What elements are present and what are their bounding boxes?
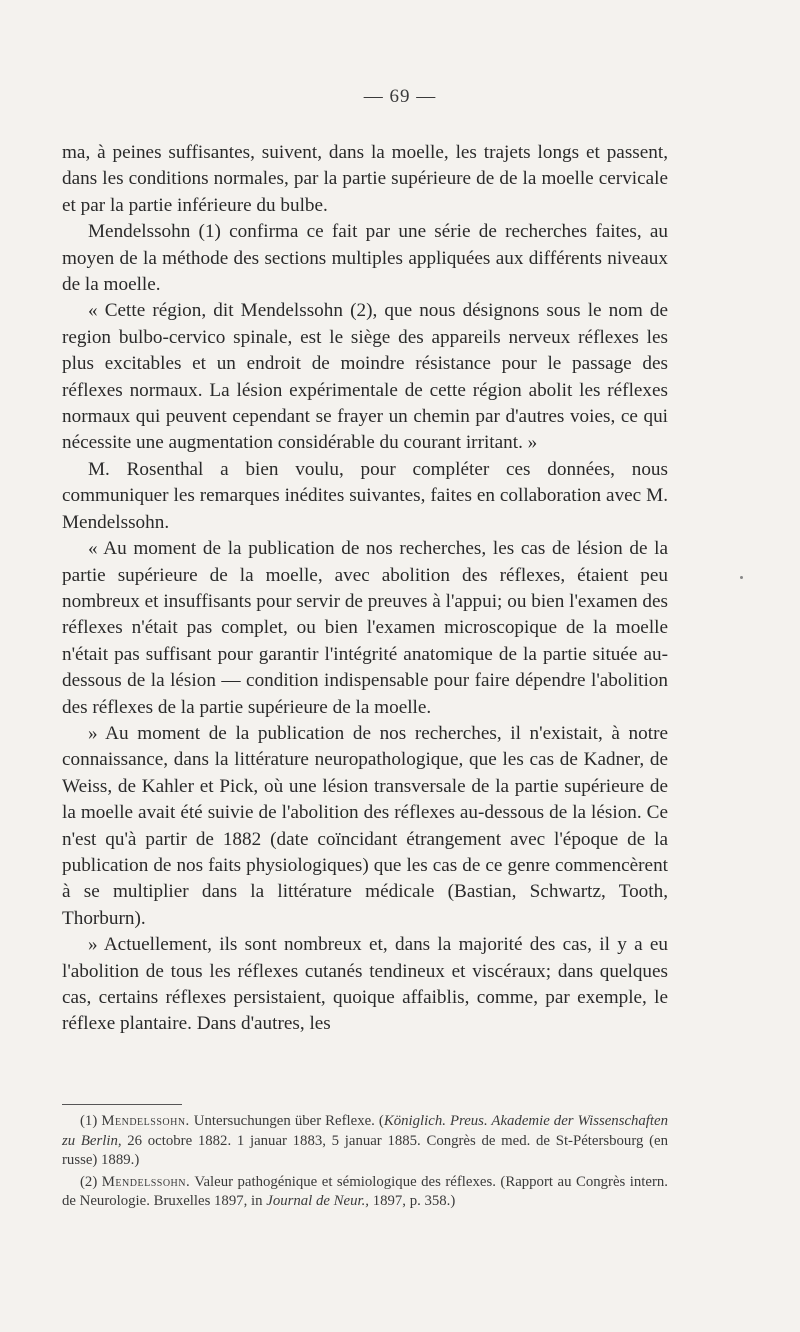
body-text	[62, 140, 668, 1038]
page-number: — 69 —	[363, 86, 437, 107]
footnote-author: Mendelssohn.	[101, 1173, 191, 1190]
footnote	[62, 1112, 668, 1171]
footnote-text: Valeur pathogénique et sémiologique des réflexes. (Rapport au Congrès intern. de Neurologie. Bruxelles 1897, in	[62, 1173, 668, 1209]
paragraph: » Actuellement, ils sont nombreux et, dans la majorité des cas, il y a eu l'abolition de tous les réflexes cutanés tendineux et viscéraux; dans quelques cas, certains réflexes persistaient, quoique affaiblis, comme, par exemple, le réflexe plantaire. Dans d'autres, les	[62, 934, 668, 1035]
paragraph: M. Rosenthal a bien voulu, pour compléter ces données, nous communiquer les remarques inédites suivantes, faites en collaboration avec M. Mendelssohn.	[62, 458, 668, 533]
footnote-italic: Königlich. Preus. Akademie der Wissenschaften zu Berlin,	[62, 1113, 668, 1149]
footnote-text: Untersuchungen über Reflexe. (	[189, 1113, 384, 1129]
footnote-number: (2)	[80, 1173, 98, 1190]
footnote-number: (1)	[80, 1113, 98, 1129]
footnote-italic: Journal de Neur.,	[266, 1193, 369, 1209]
footnote-text: 26 octobre 1882. 1 januar 1883, 5 januar 1885. Congrès de med. de St-Pétersbourg (en russe) 1889.)	[62, 1132, 668, 1168]
paragraph: « Au moment de la publication de nos recherches, les cas de lésion de la partie supérieure de la moelle, avec abolition des réflexes, étaient peu nombreux et insuffisants pour servir de preuves à l'appui; ou bien l'examen des réflexes n'était pas complet, ou bien l'examen microscopique de la moelle n'était pas suffisant pour garantir l'intégrité anatomique de la partie située au-dessous de la lésion — condition indispensable pour faire dépendre l'abolition des réflexes de la partie supérieure de la moelle.	[62, 538, 668, 718]
margin-speck	[740, 576, 743, 579]
footnote-author: Mendelssohn.	[101, 1113, 190, 1129]
footnote	[62, 1173, 668, 1212]
footnotes	[62, 1112, 668, 1214]
paragraph: ma, à peines suffisantes, suivent, dans la moelle, les trajets longs et passent, dans les conditions normales, par la partie supérieure de de la moelle cervicale et par la partie inférieure du bulbe.	[62, 142, 668, 216]
footnote-rule	[62, 1104, 182, 1105]
paragraph: Mendelssohn (1) confirma ce fait par une série de recherches faites, au moyen de la méthode des sections multiples appliquées aux différents niveaux de la moelle.	[62, 221, 668, 296]
paragraph: « Cette région, dit Mendelssohn (2), que nous désignons sous le nom de region bulbo-cervico spinale, est le siège des appareils nerveux réflexes les plus excitables et un endroit de moindre résistance pour le passage des réflexes normaux. La lésion expérimentale de cette région abolit les réflexes normaux qui peuvent cependant se frayer un chemin par d'autres voies, ce qui nécessite une augmentation considérable du courant irritant. »	[62, 300, 668, 454]
footnote-text: 1897, p. 358.)	[369, 1193, 456, 1209]
paragraph: » Au moment de la publication de nos recherches, il n'existait, à notre connaissance, dans la littérature neuropathologique, que les cas de Kadner, de Weiss, de Kahler et Pick, où une lésion transversale de la partie supérieure de la moelle avait été suivie de l'abolition des réflexes au-dessous de la lésion. Ce n'est qu'à partir de 1882 (date coïncidant étrangement avec l'époque de la publication de nos faits physiologiques) que les cas de ce genre commencèrent à se multiplier dans la littérature médicale (Bastian, Schwartz, Tooth, Thorburn).	[62, 722, 668, 929]
